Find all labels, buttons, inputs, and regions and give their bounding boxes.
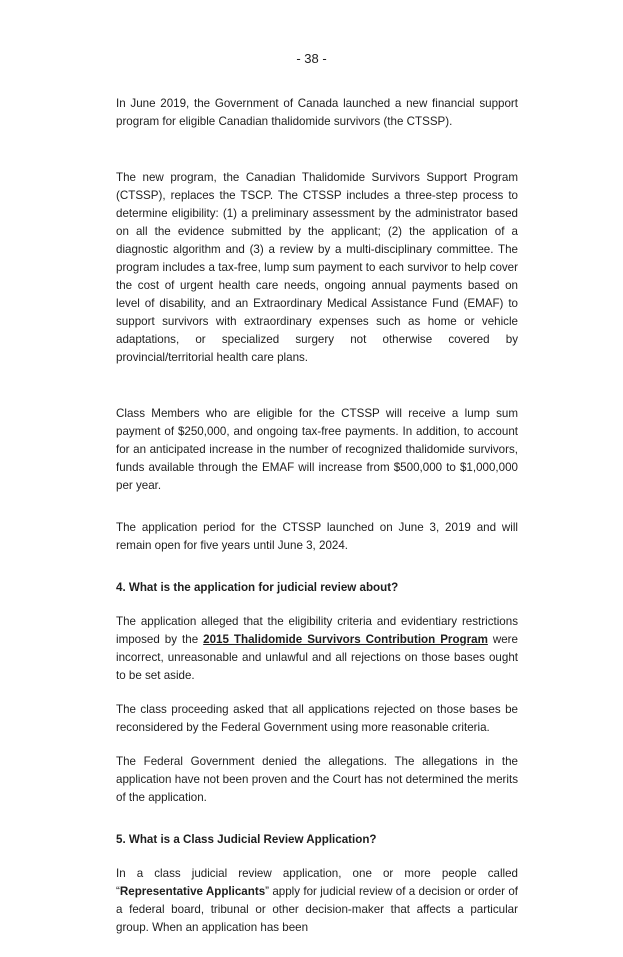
paragraph-text: In June 2019, the Government of Canada launched a new financial support program for eligible Canadian thalidomide survivors (the CTSSP). xyxy=(116,97,518,128)
section-5 xyxy=(116,831,518,849)
paragraph xyxy=(116,613,518,685)
section-heading: 4. What is the application for judicial review about? xyxy=(116,581,399,594)
paragraph-text: The class proceeding asked that all applications rejected on those bases be reconsidered by the Federal Government using more reasonable criteria. xyxy=(116,703,518,734)
text: In a class judicial review application, one or more people called “ xyxy=(116,867,518,898)
paragraph-text: The Federal Government denied the allegations. The allegations in the application have not been proven and the Court has not determined the merits of the application. xyxy=(116,755,518,804)
page-content xyxy=(116,68,518,957)
paragraph xyxy=(116,701,518,737)
text: The application alleged that the eligibility criteria and evidentiary restrictions imposed by the xyxy=(116,615,518,646)
paragraph xyxy=(116,865,518,937)
paragraph-text: The application period for the CTSSP launched on June 3, 2019 and will remain open for five years until June 3, 2024. xyxy=(116,521,518,552)
page-number: - 38 - xyxy=(296,51,327,66)
paragraph xyxy=(116,95,518,131)
program-link[interactable]: 2015 Thalidomide Survivors Contribution Program xyxy=(203,633,488,646)
paragraph xyxy=(116,519,518,555)
paragraph xyxy=(116,753,518,807)
paragraph-text: The new program, the Canadian Thalidomide Survivors Support Program (CTSSP), replaces the TSCP. The CTSSP includes a three-step process to determine eligibility: (1) a preliminary assessment by the administrator based on all the evidence submitted by the applicant; (2) the application of a diagnostic algorithm and (3) a review by a multi-disciplinary committee. The program includes a tax-free, lump sum payment to each survivor to help cover the cost of urgent health care needs, ongoing annual payments based on level of disability, and an Extraordinary Medical Assistance Fund (EMAF) to support survivors with extraordinary expenses such as home or vehicle adaptations, or specialized surgery not otherwise covered by provincial/territorial health care plans. xyxy=(116,171,518,364)
paragraph-text xyxy=(116,613,518,685)
text: ” apply for judicial review of a decision or order of a federal board, tribunal or other decision-maker that affects a particular group. When an application has been xyxy=(116,885,518,934)
section-4 xyxy=(116,579,518,597)
paragraph-text xyxy=(116,865,518,937)
bold-term: Representative Applicants xyxy=(119,885,266,898)
paragraph-text: Class Members who are eligible for the CTSSP will receive a lump sum payment of $250,000, and ongoing tax-free payments. In addition, to account for an anticipated increase in the number of recognized thalidomide survivors, funds available through the EMAF will increase from $500,000 to $1,000,000 per year. xyxy=(116,407,518,492)
section-heading: 5. What is a Class Judicial Review Application? xyxy=(116,833,377,846)
paragraph xyxy=(116,405,518,495)
paragraph xyxy=(116,169,518,367)
text: were incorrect, unreasonable and unlawful and all rejections on those bases ought to be set aside. xyxy=(116,633,518,682)
